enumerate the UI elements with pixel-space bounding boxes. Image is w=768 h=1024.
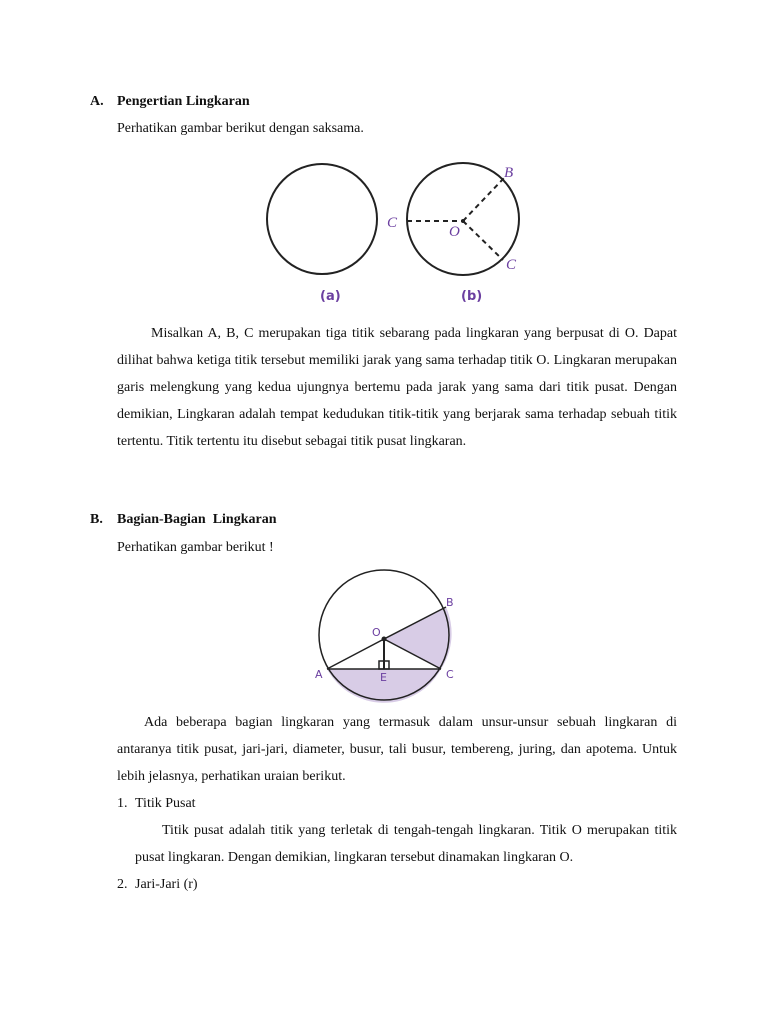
label-a: A: [315, 668, 323, 681]
section-a-title: Pengertian Lingkaran: [117, 94, 250, 109]
label-e: E: [380, 671, 387, 684]
section-a-paragraph: Misalkan A, B, C merupakan tiga titik sebarang pada lingkaran yang berpusat di O. Dapat dilihat bahwa ketiga titik tersebut memiliki jarak yang sama terhadap titik O. Lingkaran merupakan garis melengkung yang kedua ujungnya bertemu pada jarak yang sama dari titik pusat. Dengan demikian, Lingkaran adalah tempat kedudukan titik-titik yang berjarak sama terhadap sebuah titik tertentu. Titik tertentu itu disebut sebagai titik pusat lingkaran.: [117, 326, 677, 449]
list-item-number: 1.: [117, 796, 128, 811]
list-item-title: Titik Pusat: [135, 796, 196, 811]
section-b-intro: Perhatikan gambar berikut !: [117, 540, 274, 555]
center-point-o: [382, 637, 387, 642]
label-c-left: C: [387, 215, 398, 231]
caption-a: (a): [320, 289, 341, 304]
list-item-title: Jari-Jari (r): [135, 877, 198, 892]
list-item-text: Titik pusat adalah titik yang terletak di tengah-tengah lingkaran. Titik O merupakan titik pusat lingkaran. Dengan demikian, lingkaran tersebut dinamakan lingkaran O.: [135, 823, 677, 865]
list-item-number: 2.: [117, 877, 128, 892]
label-c-right: C: [506, 257, 517, 273]
caption-b: (b): [461, 289, 483, 304]
radius-oa: [327, 639, 384, 669]
section-b-title: Bagian-Bagian Lingkaran: [117, 512, 277, 527]
label-b: B: [446, 596, 454, 609]
label-o: O: [449, 224, 460, 240]
label-b: B: [504, 165, 514, 181]
section-a-intro: Perhatikan gambar berikut dengan saksama.: [117, 121, 364, 136]
section-b-paragraph: Ada beberapa bagian lingkaran yang termasuk dalam unsur-unsur sebuah lingkaran di antaranya titik pusat, jari-jari, diameter, busur, tali busur, tembereng, juring, dan apotema. Untuk lebih jelasnya, perhatikan uraian berikut.: [117, 715, 677, 784]
section-b-letter: B.: [90, 512, 103, 527]
label-c: C: [446, 668, 454, 681]
label-o: O: [372, 626, 381, 639]
sector-juring: [384, 607, 452, 669]
section-a-letter: A.: [90, 94, 104, 109]
